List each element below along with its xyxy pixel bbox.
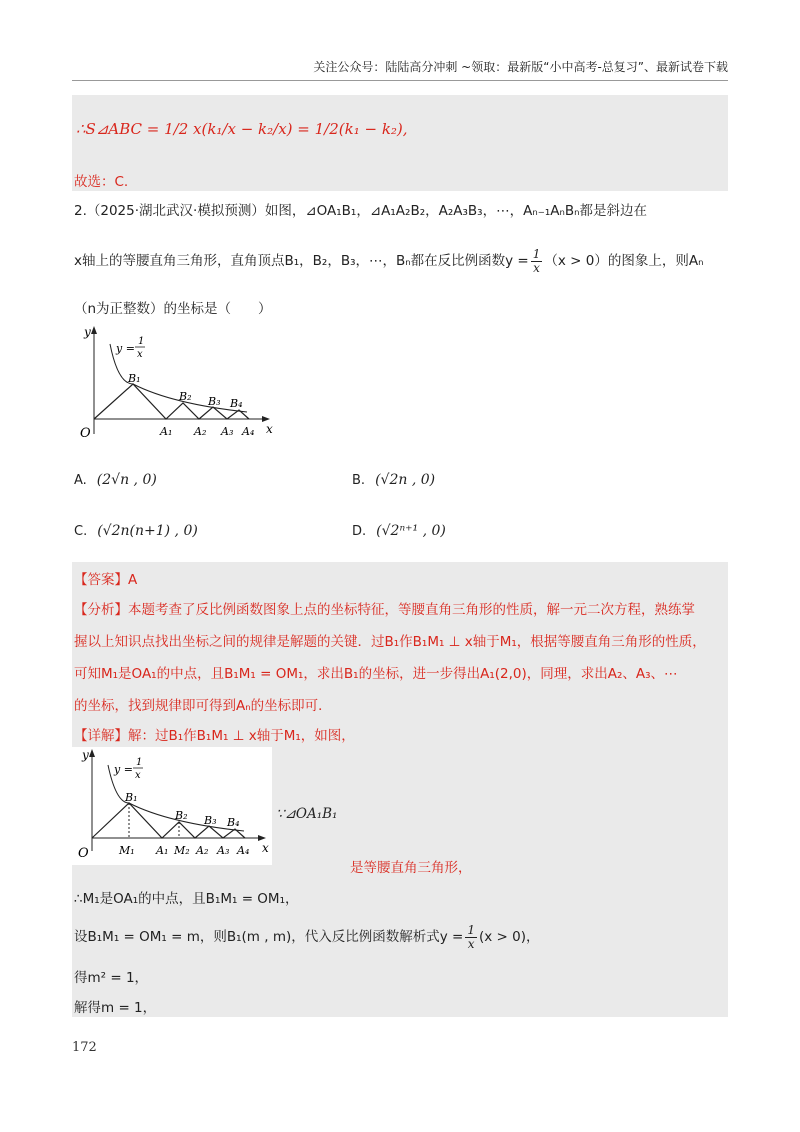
figure-2-label-a4: A₄ [237,844,250,857]
option-d[interactable]: D. (√2ⁿ⁺¹ , 0) [352,523,446,539]
header-rule [72,80,728,81]
beside-figure-text: ∵⊿OA₁B₁ [276,806,338,822]
figure-1-y-label: y [84,325,91,339]
question-line-2a: x轴上的等腰直角三角形，直角顶点B₁，B₂，B₃，⋯，Bₙ都在反比例函数y = [74,253,529,270]
question-line-1: 2.（2025·湖北武汉·模拟预测）如图，⊿OA₁B₁，⊿A₁A₂B₂，A₂A₃B₃，⋯，Aₙ₋₁AₙBₙ都是斜边在 [74,203,647,219]
question-line-2 [74,248,703,274]
figure-1-frac-den: x [137,349,143,360]
solution-step-4: 解得m = 1， [74,1000,157,1016]
analysis-line-2: 握以上知识点找出坐标之间的规律是解题的关键．过B₁作B₁M₁ ⊥ x轴于M₁，根据等腰直角三角形的性质， [74,634,706,650]
figure-2-origin: O [78,846,89,861]
figure-2-triangles [92,803,245,838]
below-figure-text: 是等腰直角三角形， [350,860,472,876]
detail-line-1: 【详解】解：过B₁作B₁M₁ ⊥ x轴于M₁，如图， [74,728,355,744]
figure-2-y-arrow [89,749,95,757]
figure-2 [72,747,272,865]
figure-1-triangles [94,384,249,419]
figure-2-label-b3: B₃ [204,814,217,827]
figure-2-curve-label: y = [114,763,133,776]
figure-2-label-a1: A₁ [156,844,169,857]
previous-formula: ∴S⊿ABC = 1/2 x(k₁/x − k₂/x) = 1/2(k₁ − k₂), [76,120,408,138]
figure-1-label-b3: B₃ [208,395,221,408]
option-a[interactable]: A. (2√n , 0) [74,472,157,488]
figure-2-frac-num: 1 [136,757,143,768]
answer-label: 【答案】A [74,572,138,588]
figure-2-label-a2: A₂ [196,844,209,857]
figure-2-x-label: x [262,841,269,855]
analysis-line-4: 的坐标，找到规律即可得到Aₙ的坐标即可． [74,698,332,714]
analysis-line-1: 【分析】本题考查了反比例函数图象上点的坐标特征，等腰直角三角形的性质，解一元二次方程，熟练掌 [74,602,695,618]
solution-step-2a: 设B₁M₁ = OM₁ = m，则B₁(m , m)，代入反比例函数解析式y = [74,929,464,946]
solution-step-2 [74,924,540,950]
option-c[interactable]: C. (√2n(n+1) , 0) [74,523,198,539]
figure-1 [72,322,287,450]
figure-1-label-a3: A₃ [221,425,234,438]
figure-2-frac-den: x [135,770,141,781]
figure-1-frac-num: 1 [138,336,145,347]
fraction-1-over-x-2: $\frac{1}{x}$ [467,923,475,951]
figure-2-label-m1: M₁ [119,844,135,857]
figure-1-curve-label: y = [116,342,135,355]
option-b[interactable]: B. (√2n , 0) [352,472,436,488]
question-line-3: （n为正整数）的坐标是（ ） [74,301,272,317]
solution-step-3: 得m² = 1， [74,970,149,986]
figure-2-y-label: y [82,748,89,762]
figure-2-label-b4: B₄ [227,816,240,829]
figure-2-label-b2: B₂ [175,809,188,822]
figure-1-label-b4: B₄ [230,397,243,410]
figure-1-label-a2: A₂ [194,425,207,438]
figure-2-label-m2: M₂ [174,844,190,857]
previous-answer: 故选：C. [74,174,129,190]
figure-2-label-b1: B₁ [125,791,138,804]
page-number: 172 [72,1040,97,1055]
figure-1-label-a4: A₄ [242,425,255,438]
question-line-2b: （x > 0）的图象上，则Aₙ [544,253,704,270]
figure-1-x-label: x [266,422,273,436]
analysis-line-3: 可知M₁是OA₁的中点，且B₁M₁ = OM₁，求出B₁的坐标，进一步得出A₁(2,0)，同理，求出A₂、A₃、⋯ [74,666,678,682]
figure-1-label-b2: B₂ [179,390,192,403]
figure-1-label-b1: B₁ [128,372,141,385]
fraction-1-over-x: $\frac{1}{x}$ [532,247,541,275]
solution-step-1: ∴M₁是OA₁的中点，且B₁M₁ = OM₁， [74,891,299,907]
solution-step-2b: (x > 0)， [478,929,540,946]
figure-1-label-a1: A₁ [160,425,173,438]
figure-1-y-arrow [91,326,97,334]
figure-2-label-a3: A₃ [217,844,230,857]
page-header: 关注公众号：陆陆高分冲刺 ~领取：最新版“小中高考-总复习”、最新试卷下载 [313,60,728,74]
previous-answer-block [72,95,728,191]
figure-1-origin: O [80,426,91,441]
